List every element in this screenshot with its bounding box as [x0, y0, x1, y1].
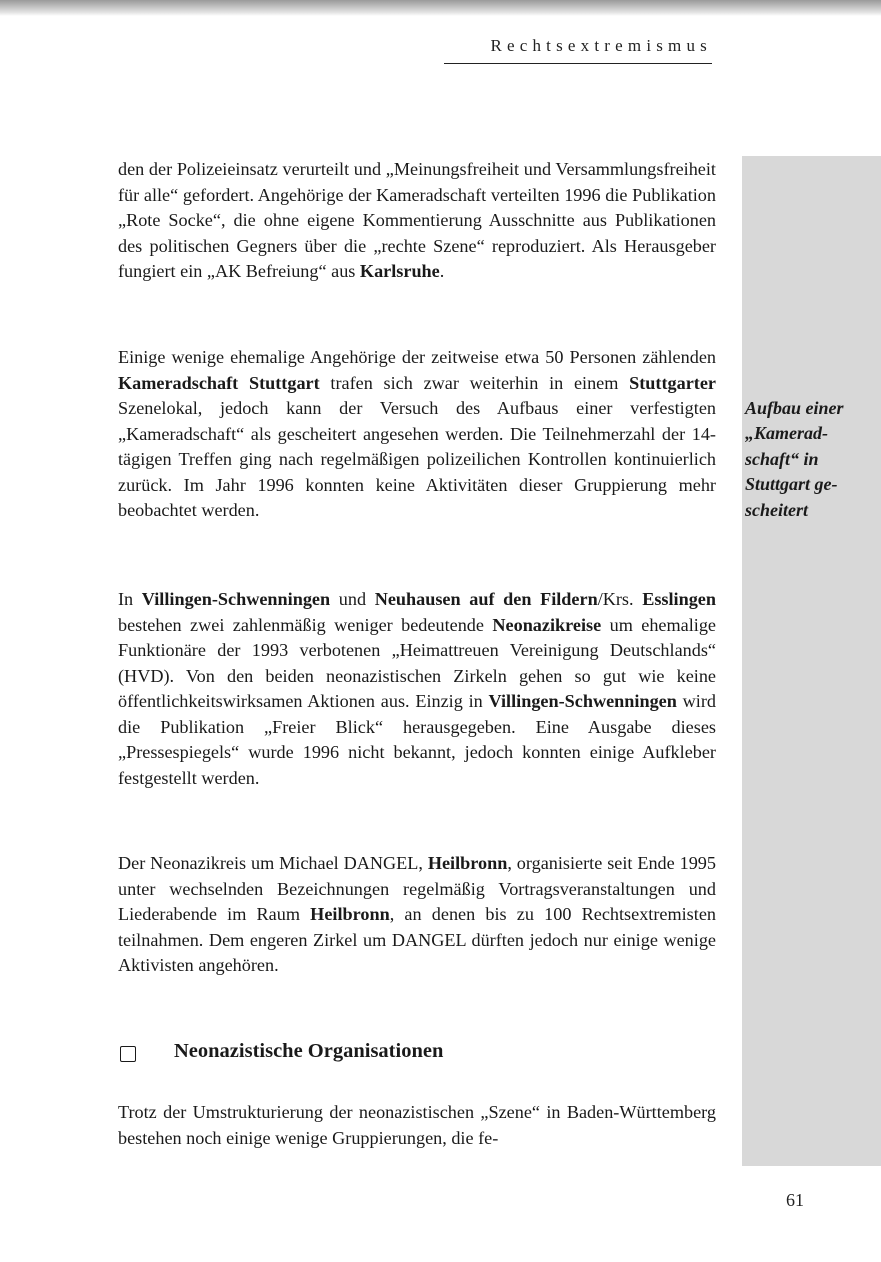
bold-term: Kameradschaft Stuttgart	[118, 372, 320, 393]
text-run: , an denen bis zu 100 Rechtsextremisten teilnahmen. Dem engeren Zirkel um DANGEL dürften jedoch nur einige wenige Aktivisten angehören.	[118, 904, 716, 975]
bold-term: Karlsruhe	[359, 261, 440, 281]
text-run: .	[439, 261, 445, 281]
bold-term: Neuhausen auf den Fildern	[374, 589, 598, 609]
text-run: wird die Publikation „Freier Blick“ herausgegeben. Eine Ausgabe dieses „Pressespiegels“ wurde 1996 nicht bekannt, jedoch konnten einige Aufkleber festgestellt werden.	[118, 691, 716, 788]
margin-note: Aufbau einer „Kamerad- schaft“ in Stuttgart ge- scheitert	[745, 398, 844, 520]
text-run: den der Polizeieinsatz verurteilt und „Meinungsfreiheit und Versammlungsfreiheit für alle“ gefordert. Angehörige der Kameradschaft verteilten 1996 die Publikation „Rote Socke“, die ohne eigene Kommentierung Ausschnitte aus Publikationen des politischen Gegners über die „rechte Szene“ reproduziert. Als Herausgeber fungiert ein „AK Befreiung“ aus	[118, 159, 716, 281]
bold-term: Esslingen	[642, 589, 716, 609]
bold-term: Neonazikreise	[492, 614, 602, 635]
text-run: bestehen zwei zahlenmäßig weniger bedeutende	[118, 614, 493, 635]
checkbox-bullet-icon	[120, 1046, 136, 1062]
bold-term: Heilbronn	[427, 853, 508, 873]
page-number: 61	[786, 1190, 804, 1210]
scan-top-edge	[0, 0, 881, 16]
bold-term: Villingen-Schwenningen	[141, 589, 331, 609]
running-head: Rechtsextremismus	[490, 36, 712, 55]
bold-term: Villingen-Schwenningen	[488, 691, 677, 711]
paragraph-neonazikreis-heilbronn	[118, 851, 716, 979]
section-heading	[118, 1040, 716, 1070]
paragraph-kameradschaft-karlsruhe	[118, 157, 716, 285]
paragraph-neonazistische-organisationen	[118, 1100, 716, 1151]
text-run: In	[118, 589, 142, 609]
bold-term: Stuttgarter	[629, 372, 716, 393]
text-run: Der Neonazikreis um Michael DANGEL,	[118, 853, 428, 873]
bold-term: Heilbronn	[310, 904, 390, 924]
text-run: /Krs.	[597, 589, 643, 609]
margin-column	[742, 156, 881, 1166]
text-run: , organisierte seit Ende 1995 unter wechselnden Bezeichnungen regelmäßig Vortragsveranstaltungen und Liederabende im Raum	[118, 853, 716, 924]
text-run: Trotz der Umstrukturierung der neonazistischen „Szene“ in Baden-Württemberg bestehen noch einige wenige Gruppierungen, die fe-	[118, 1102, 716, 1148]
text-run: Einige wenige ehemalige Angehörige der zeitweise etwa 50 Personen zählenden	[118, 347, 716, 367]
text-run: trafen sich zwar weiterhin in einem	[319, 372, 630, 393]
text-run: und	[330, 589, 375, 609]
running-head-rule	[444, 63, 712, 64]
paragraph-neonazikreise	[118, 587, 716, 791]
text-run: um ehemalige Funktionäre der 1993 verbotenen „Heimattreuen Vereinigung Deutschlands“ (HVD). Von den beiden neonazistischen Zirkeln gehen so gut wie keine öffentlichkeitswirksamen Aktionen aus. Einzig in	[118, 614, 716, 711]
paragraph-kameradschaft-stuttgart	[118, 345, 716, 524]
section-heading-text: Neonazistische Organisationen	[174, 1040, 444, 1062]
text-run: Szenelokal, jedoch kann der Versuch des Aufbaus einer verfestigten „Kameradschaft“ als gescheitert angesehen werden. Die Teilnehmerzahl der 14-tägigen Treffen ging nach regelmäßigen polizeilichen Kontrollen kontinuierlich zurück. Im Jahr 1996 konnten keine Aktivitäten dieser Gruppierung mehr beobachtet werden.	[118, 398, 716, 520]
